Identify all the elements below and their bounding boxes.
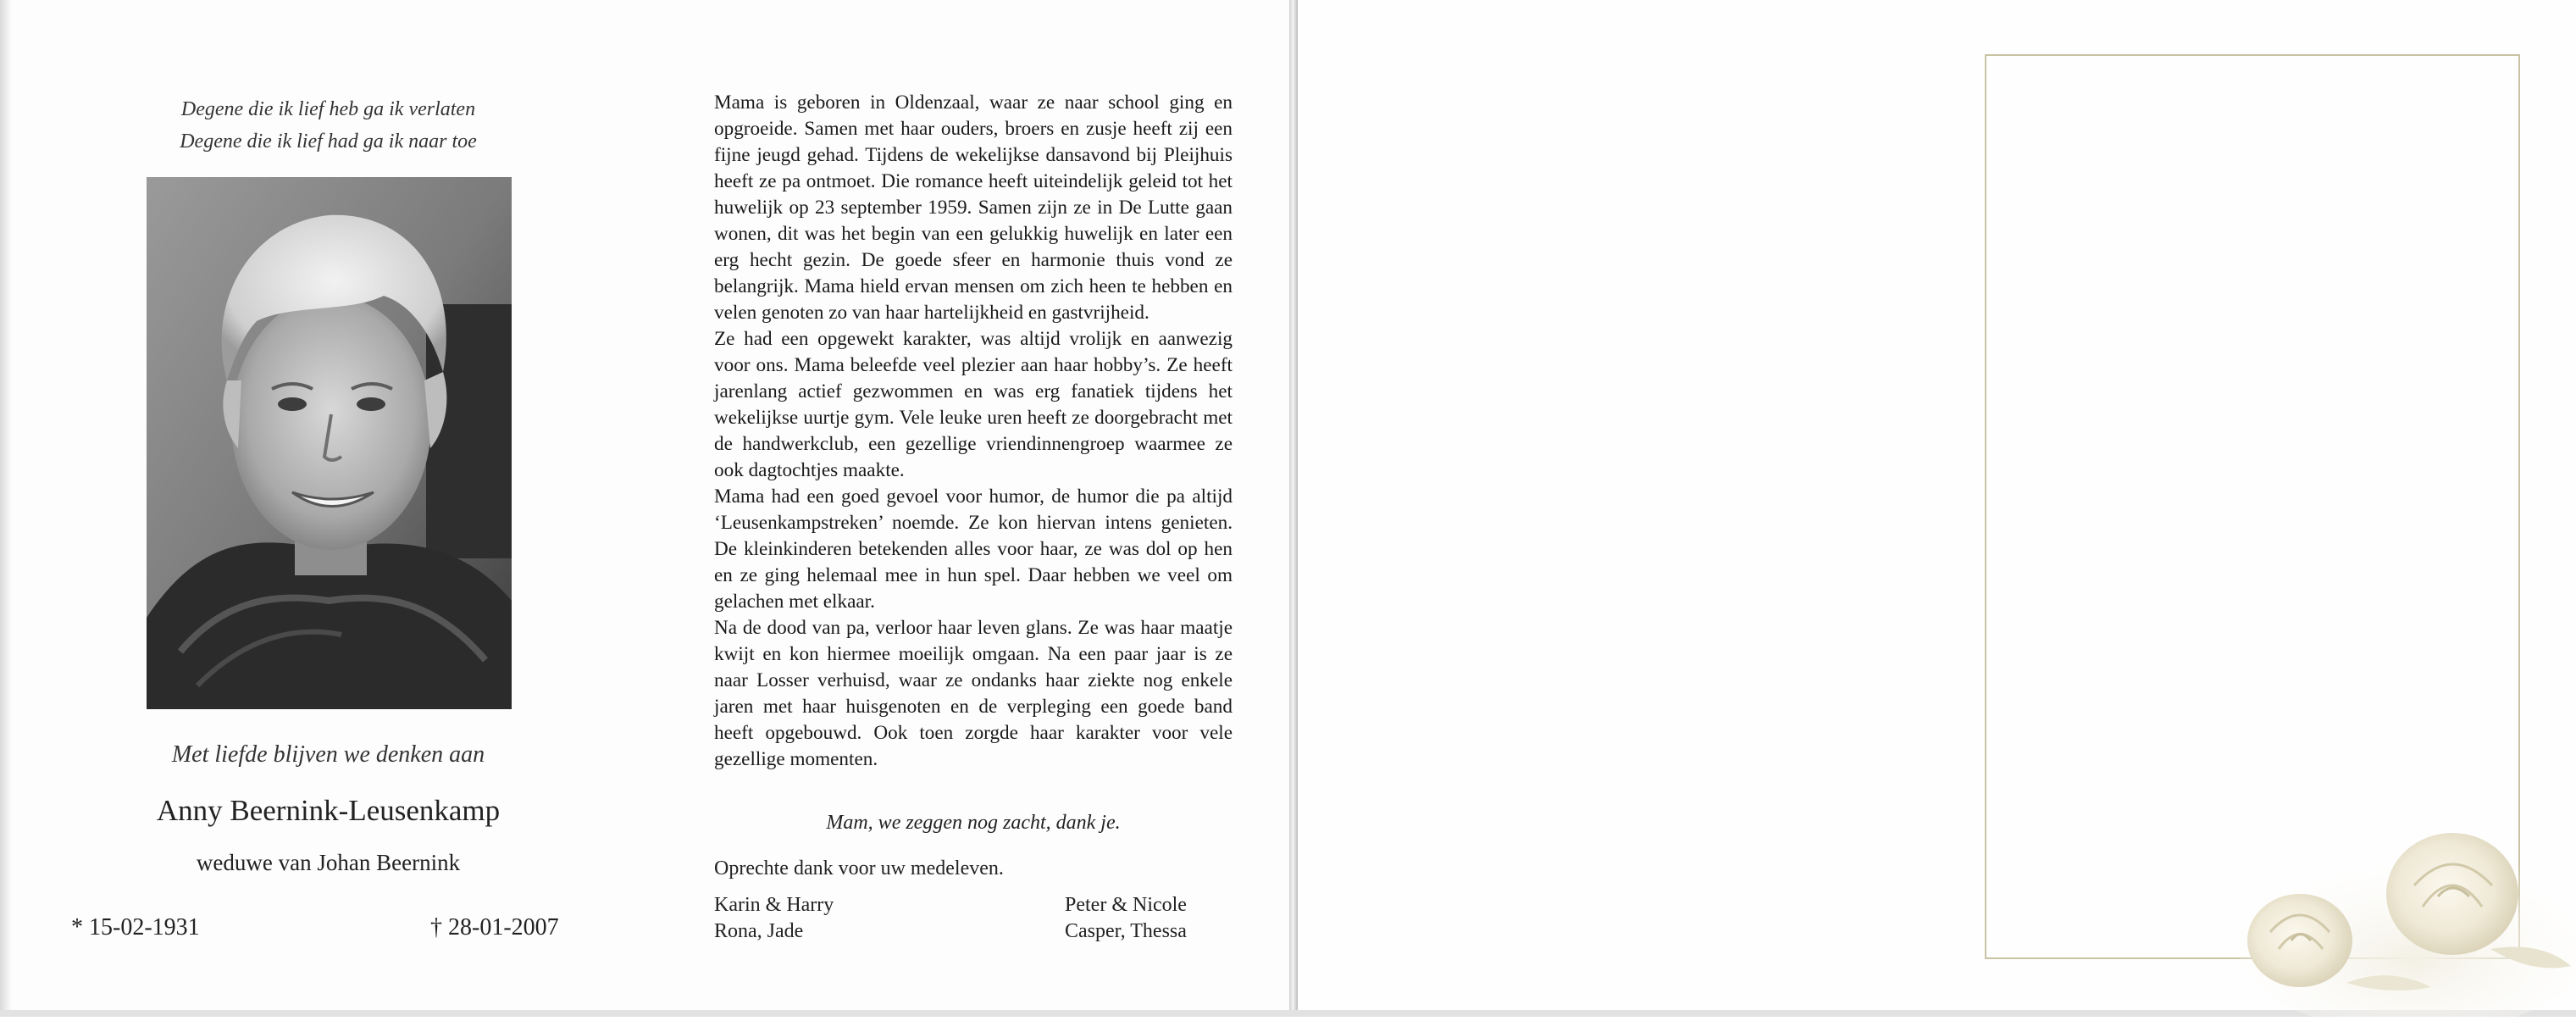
- signature-right: [1065, 892, 1187, 945]
- thanks-line: Oprechte dank voor uw medeleven.: [714, 857, 1004, 880]
- bio-paragraph: Na de dood van pa, verloor haar leven glans. Ze was haar maatje kwijt en kon hiermee moeilijk omgaan. Na een paar jaar is ze naar Losser verhuisd, waar ze ondanks haar ziekte nog enkele jaren met haar huisgenoten en de verpleging een goede band heeft opgebouwd. Ook toen zorgde haar karakter voor vele gezellige momenten.: [714, 617, 1233, 770]
- card-bottom-edge: [0, 1010, 2576, 1017]
- signature-left: [714, 892, 834, 945]
- signature-line: Karin & Harry: [714, 894, 834, 916]
- deceased-name: Anny Beernink-Leusenkamp: [156, 794, 501, 827]
- closing-line: Mam, we zeggen nog zacht, dank je.: [826, 812, 1121, 834]
- memorial-intro: Met liefde blijven we denken aan: [171, 741, 485, 768]
- widow-of-line: weduwe van Johan Beernink: [196, 850, 461, 875]
- poem-line-2: Degene die ik lief had ga ik naar toe: [180, 130, 477, 153]
- poem-line-1: Degene die ik lief heb ga ik verlaten: [180, 98, 476, 120]
- death-date: † 28-01-2007: [430, 914, 559, 941]
- card-left-edge: [0, 0, 12, 1017]
- roses-decoration: [2219, 813, 2576, 1017]
- bio-paragraph: Mama is geboren in Oldenzaal, waar ze naar school ging en opgroeide. Samen met haar ouders, broers en zusje heeft zij een fijne jeugd gehad. Tijdens de wekelijkse dansavond bij Pleijhuis heeft ze pa ontmoet. Die romance heeft uiteindelijk geleid tot het huwelijk op 23 september 1959. Samen zijn ze in De Lutte gaan wonen, dit was het begin van een gelukkig huwelijk en later een erg hecht gezin. De goede sfeer en harmonie thuis vond ze belangrijk. Mama hield ervan mensen om zich heen te hebben en velen genoten zo van haar hartelijkheid en gastvrijheid.: [714, 92, 1233, 324]
- signature-line: Peter & Nicole: [1065, 894, 1187, 916]
- signature-line: Casper, Thessa: [1065, 920, 1187, 942]
- signature-line: Rona, Jade: [714, 920, 804, 942]
- rose-right-icon: [2386, 833, 2518, 955]
- biography-text: [714, 90, 1233, 773]
- bio-paragraph: Ze had een opgewekt karakter, was altijd vrolijk en aanwezig voor ons. Mama beleefde veel plezier aan haar hobby’s. Ze heeft jarenlang actief gezwommen en was erg fanatiek tijdens het wekelijkse uurtje gym. Vele leuke uren heeft ze doorgebracht met de handwerkclub, een gezellige vriendinnengroep waarmee ze ook dagtochtjes maakte.: [714, 328, 1233, 481]
- bio-paragraph: Mama had een goed gevoel voor humor, de humor die pa altijd ‘Leusenkampstreken’ noemde. Ze kon hiervan intens genieten. De kleinkinderen betekenden alles voor haar, ze was dol op hen en ze ging helemaal mee in hun spel. Daar hebben we veel om gelachen met elkaar.: [714, 486, 1233, 613]
- birth-date: * 15-02-1931: [71, 914, 200, 941]
- portrait-photo: [147, 177, 512, 709]
- card-fold: [1289, 0, 1298, 1017]
- rose-left-icon: [2247, 894, 2352, 987]
